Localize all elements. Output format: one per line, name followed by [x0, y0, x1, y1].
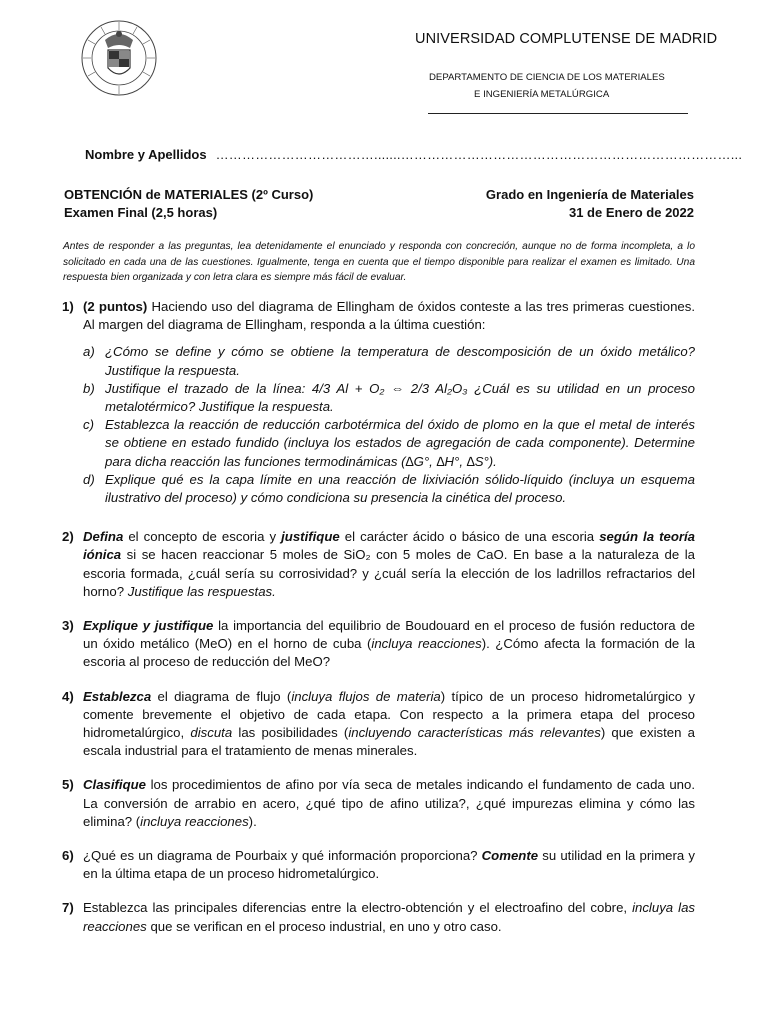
- subquestion-label: b): [83, 380, 95, 396]
- header-divider: [428, 113, 688, 114]
- subquestion-label: c): [83, 417, 94, 433]
- question-text: ¿Qué es un diagrama de Pourbaix y qué información proporciona? Comente su utilidad en la primera y en la última etapa de un proceso hidrometalúrgico.: [83, 848, 696, 882]
- subquestion-text: ¿Cómo se define y cómo se obtiene la temperatura de descomposición de un óxido metálico? Justifique la respuesta.: [105, 344, 695, 378]
- name-dots: ……………………………….......…………………………………………………………………...: [215, 147, 743, 162]
- exam-type: Examen Final (2,5 horas): [64, 205, 218, 220]
- exam-date: 31 de Enero de 2022: [568, 205, 694, 220]
- question-number: 6): [62, 848, 74, 864]
- question-number: 5): [62, 777, 74, 793]
- subquestion-d: [83, 471, 695, 507]
- questions-list: [62, 298, 695, 952]
- subquestion-c: [83, 416, 695, 471]
- question-text: Clasifique los procedimientos de afino por vía seca de metales indicando el fundamento de cada uno. La conversión de arrabio en acero, ¿qué tipo de afino utiliza?, ¿qué impurezas elimina y cómo las elimina? (incluya reacciones).: [83, 777, 695, 829]
- question-1: [62, 298, 695, 507]
- subquestion-label: a): [83, 344, 95, 360]
- question-number: 7): [62, 900, 74, 916]
- question-2: [62, 528, 695, 601]
- question-number: 2): [62, 529, 74, 545]
- question-points: (2 puntos): [83, 299, 148, 314]
- question-5: [62, 776, 695, 831]
- university-seal-icon: [80, 18, 158, 98]
- department-line-2: E INGENIERÍA METALÚRGICA: [474, 89, 610, 100]
- question-number: 1): [62, 299, 74, 314]
- question-7: [62, 899, 695, 935]
- question-3: [62, 617, 695, 672]
- question-6: [62, 847, 695, 883]
- question-text: Defina el concepto de escoria y justifique el carácter ácido o básico de una escoria según la teoría iónica si se hacen reaccionar 5 moles de SiO₂ con 5 moles de CaO. En base a la naturaleza de la escoria formada, ¿cuál sería su corrosividad? y ¿cuál sería la elección de los ladrillos refractarios del horno? Justifique las respuestas.: [83, 529, 696, 599]
- subquestion-a: [83, 343, 695, 379]
- department-line-1: DEPARTAMENTO DE CIENCIA DE LOS MATERIALES: [429, 72, 665, 83]
- question-text: Explique y justifique la importancia del equilibrio de Boudouard en el proceso de fusión reductora de un óxido metálico (MeO) en el horno de cuba (incluya reacciones). ¿Cómo afecta la formación de la escoria al proceso de reducción del MeO?: [83, 618, 695, 670]
- instructions: Antes de responder a las preguntas, lea detenidamente el enunciado y responda con concreción, aunque no de forma incompleta, a lo solicitado en cada una de las cuestiones. Igualmente, tenga en cuenta que el tiempo disponible para realizar el examen es limitado. Una respuesta bien organizada y con letra clara es siempre más fácil de evaluar.: [63, 241, 695, 284]
- question-number: 3): [62, 618, 74, 634]
- subquestion-text: Establezca la reacción de reducción carbotérmica del óxido de plomo en la que el metal de interés se obtiene en estado fundido (incluya los estados de agregación de cada componente). Determine para dicha reacción las funciones termodinámicas (∆G°, ∆H°, ∆S°).: [105, 417, 695, 469]
- question-text: Establezca las principales diferencias entre la electro-obtención y el electroafino del cobre, incluya las reacciones que se verifican en el proceso industrial, en uno y otro caso.: [83, 900, 695, 934]
- name-field[interactable]: [85, 147, 742, 162]
- question-number: 4): [62, 688, 74, 704]
- subquestion-b: [83, 380, 695, 416]
- degree-name: Grado en Ingeniería de Materiales: [485, 187, 694, 202]
- name-label: Nombre y Apellidos: [85, 147, 207, 162]
- university-name: UNIVERSIDAD COMPLUTENSE DE MADRID: [415, 31, 718, 47]
- subquestion-text: Justifique el trazado de la línea: 4/3 Al + O₂ ⇔ 2/3 Al₂O₃ ¿Cuál es su utilidad en un proceso metalotérmico? Justifique la respuesta.: [105, 380, 695, 415]
- subquestion-list: [83, 343, 695, 507]
- subquestion-label: d): [83, 471, 95, 487]
- question-4: [62, 688, 695, 761]
- question-text: Establezca el diagrama de flujo (incluya flujos de materia) típico de un proceso hidrometalúrgico y comente brevemente el objetivo de cada etapa. Con respecto a la primera etapa del proceso hidrometalúrgico, discuta las posibilidades (incluyendo características más relevantes) que existen a escala industrial para el tratamiento de menas minerales.: [83, 688, 695, 759]
- question-text: Haciendo uso del diagrama de Ellingham de óxidos conteste a las tres primeras cuestiones. Al margen del diagrama de Ellingham, responda a la última cuestión:: [83, 299, 695, 333]
- subquestion-text: Explique qué es la capa límite en una reacción de lixiviación sólido-líquido (incluya un esquema ilustrativo del proceso) y cómo condiciona su presencia la cinética del proceso.: [105, 471, 695, 506]
- course-title: OBTENCIÓN de MATERIALES (2º Curso): [64, 187, 314, 202]
